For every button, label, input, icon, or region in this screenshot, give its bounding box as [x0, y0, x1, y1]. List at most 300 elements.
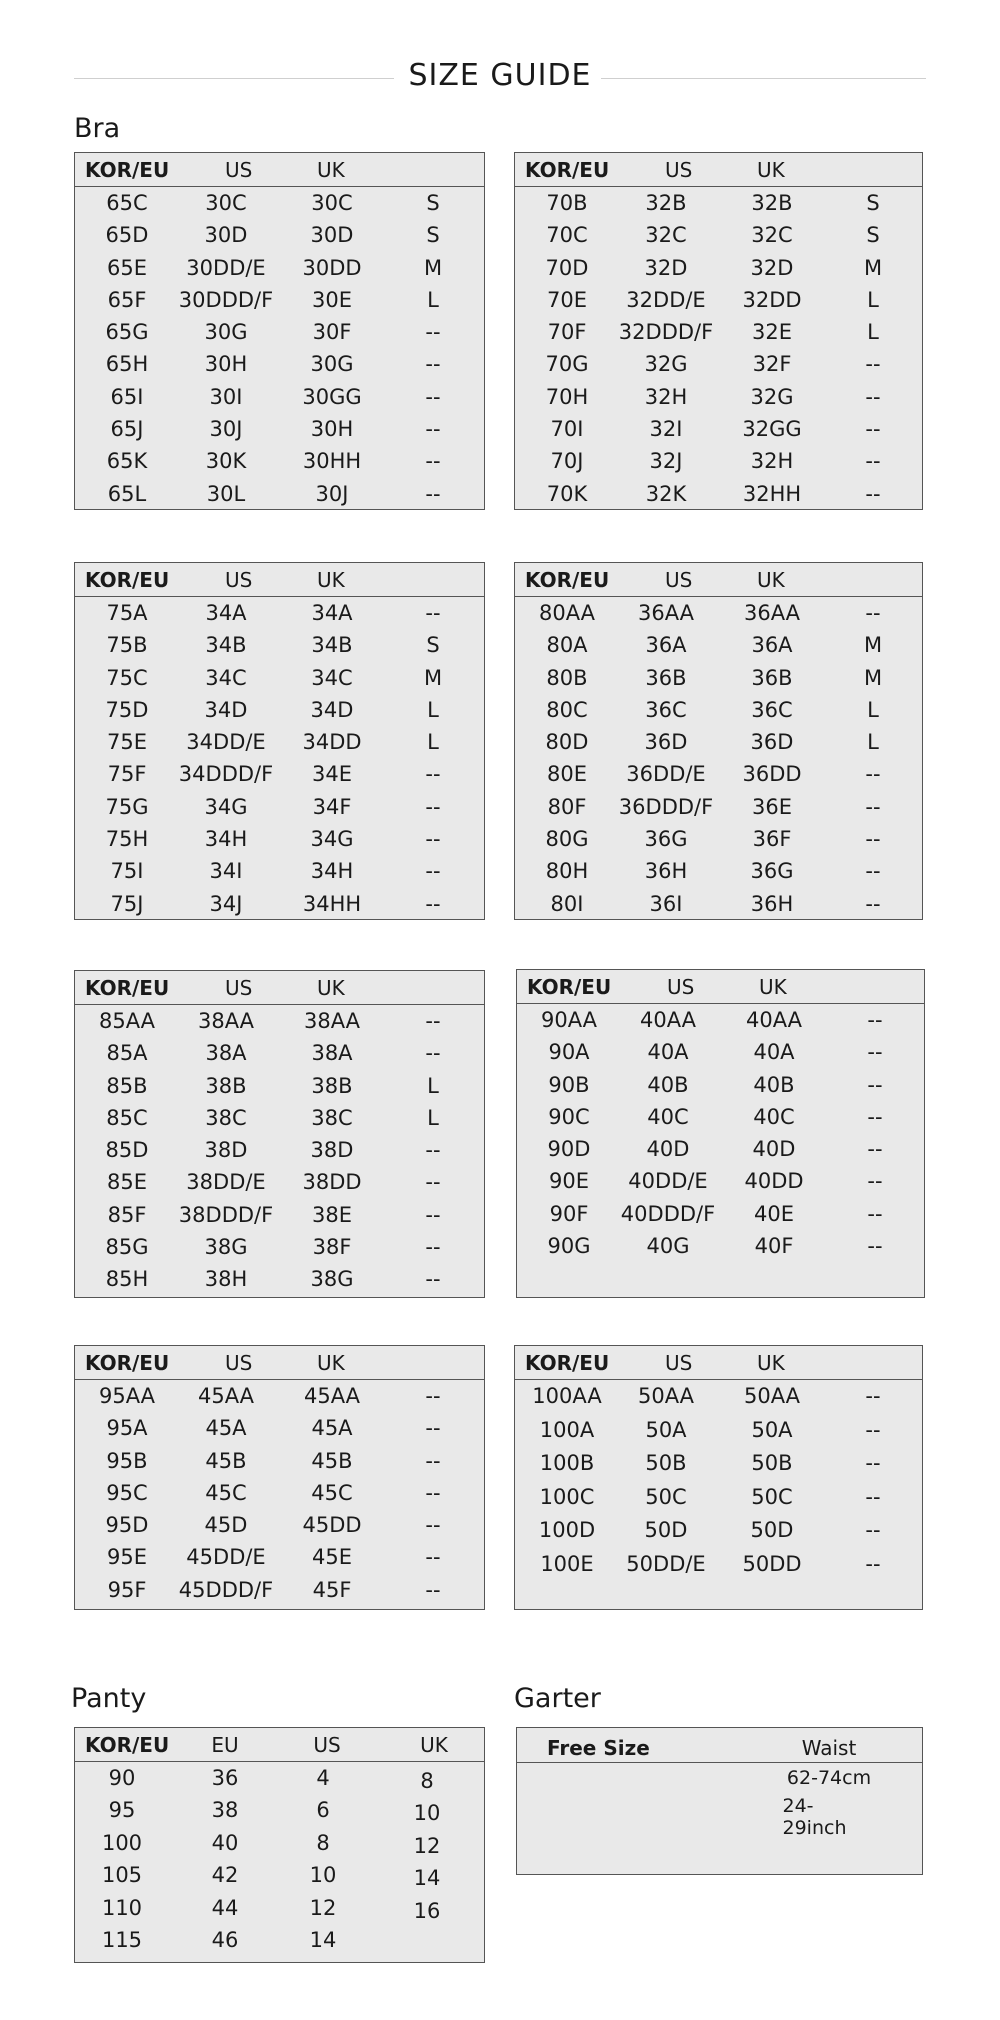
- cell-uk: 38B: [311, 1073, 353, 1098]
- cell-letter-size: --: [425, 1384, 441, 1408]
- cell-uk: 45A: [311, 1416, 353, 1441]
- cell-kor-eu: 75F: [107, 762, 147, 787]
- cell-letter-size: L: [867, 320, 879, 345]
- cell-eu: 46: [211, 1927, 239, 1952]
- cell-uk: 50C: [751, 1484, 793, 1509]
- cell-letter-size: --: [425, 827, 441, 852]
- bra-size-table: [516, 969, 925, 1298]
- header-uk: UK: [757, 1351, 785, 1375]
- cell-letter-size: L: [867, 287, 879, 312]
- table-row: [75, 478, 484, 510]
- bra-table-header: [517, 970, 924, 1004]
- cell-kor-eu: 90: [108, 1766, 136, 1790]
- cell-eu: 40: [211, 1830, 239, 1855]
- table-row: [75, 1380, 484, 1412]
- cell-us: 36DDD/F: [618, 794, 714, 819]
- table-row: [75, 1892, 484, 1924]
- header-us: US: [667, 975, 695, 999]
- header-kor-eu: KOR/EU: [85, 1351, 170, 1375]
- cell-uk: 34B: [311, 633, 353, 658]
- table-row: [75, 823, 484, 855]
- cell-us: 36H: [644, 859, 688, 884]
- cell-letter-size: --: [425, 449, 441, 474]
- cell-letter-size: --: [425, 762, 441, 787]
- table-row: [75, 219, 484, 251]
- cell-us: 34A: [205, 601, 247, 625]
- cell-letter-size: --: [425, 1480, 441, 1505]
- cell-kor-eu: 70G: [545, 352, 589, 377]
- cell-us: 32K: [645, 481, 687, 506]
- cell-kor-eu: 80G: [545, 827, 589, 852]
- table-row: [515, 413, 922, 445]
- cell-us: 50C: [645, 1484, 687, 1509]
- cell-kor-eu: 70H: [545, 384, 589, 409]
- cell-kor-eu: 95C: [106, 1480, 148, 1505]
- cell-letter-size: --: [425, 1513, 441, 1538]
- cell-kor-eu: 85A: [106, 1041, 148, 1066]
- cell-uk: 50D: [750, 1518, 794, 1542]
- cell-letter-size: --: [425, 1577, 441, 1602]
- cell-uk: 32H: [750, 449, 794, 474]
- cell-uk: 32C: [751, 223, 793, 248]
- cell-us: 38AA: [197, 1009, 255, 1033]
- cell-letter-size: --: [865, 417, 881, 442]
- cell-letter-size: L: [427, 697, 439, 722]
- cell-us: 32I: [649, 417, 683, 442]
- cell-letter-size: S: [426, 223, 440, 248]
- table-row: [517, 1036, 924, 1068]
- header-eu: EU: [211, 1733, 239, 1757]
- cell-uk: 45E: [312, 1545, 352, 1570]
- cell-kor-eu: 85D: [105, 1138, 149, 1163]
- cell-kor-eu: 80C: [546, 697, 588, 722]
- table-row: [515, 1514, 922, 1548]
- cell-us: 30D: [204, 223, 248, 248]
- cell-us: 45A: [205, 1416, 247, 1441]
- section-title-bra: Bra: [74, 113, 121, 144]
- table-row: [75, 1477, 484, 1509]
- cell-us: 40G: [646, 1234, 690, 1259]
- cell-uk: 10: [413, 1801, 441, 1826]
- table-row: [515, 252, 922, 284]
- cell-letter-size: --: [425, 1545, 441, 1570]
- table-row: [75, 888, 484, 920]
- cell-us: 36A: [645, 633, 687, 658]
- table-row: [515, 1414, 922, 1448]
- cell-kor-eu: 100B: [539, 1451, 595, 1475]
- cell-us: 36D: [644, 730, 688, 755]
- cell-uk: 32E: [752, 320, 792, 345]
- header-kor-eu: KOR/EU: [85, 158, 170, 182]
- table-row: [517, 1165, 924, 1197]
- cell-kor-eu: 100D: [538, 1518, 596, 1542]
- cell-us: 34DDD/F: [178, 762, 274, 787]
- cell-us: 38G: [204, 1235, 248, 1260]
- header-kor-eu: KOR/EU: [525, 158, 610, 182]
- cell-letter-size: S: [426, 191, 440, 215]
- cell-letter-size: --: [865, 891, 881, 916]
- cell-us: 45AA: [197, 1384, 255, 1408]
- cell-eu: 36: [211, 1766, 239, 1790]
- cell-us: 36DD/E: [626, 762, 706, 787]
- cell-kor-eu: 95F: [107, 1577, 147, 1602]
- cell-uk: 34D: [310, 697, 354, 722]
- cell-us: 38C: [205, 1105, 247, 1130]
- cell-us: 30H: [204, 352, 248, 377]
- cell-kor-eu: 95: [108, 1798, 136, 1823]
- cell-us: 32G: [644, 352, 688, 377]
- bra-size-table: [514, 562, 923, 920]
- cell-letter-size: --: [867, 1234, 883, 1259]
- table-row: [515, 284, 922, 316]
- cell-us: 30DDD/F: [178, 287, 274, 312]
- cell-uk: 50AA: [743, 1384, 801, 1408]
- cell-us: 36AA: [637, 601, 695, 625]
- garter-row: [517, 1793, 922, 1839]
- table-row: [75, 1509, 484, 1541]
- cell-uk: 45DD: [302, 1513, 362, 1538]
- cell-us: 30I: [209, 384, 243, 409]
- cell-kor-eu: 110: [101, 1895, 143, 1920]
- bra-size-table: [74, 1345, 485, 1610]
- cell-us: 50AA: [637, 1384, 695, 1408]
- bra-table-header: [75, 563, 484, 597]
- cell-uk: 32GG: [742, 417, 802, 442]
- cell-kor-eu: 105: [101, 1863, 143, 1888]
- table-row: [515, 445, 922, 477]
- table-row: [515, 662, 922, 694]
- table-row: [515, 348, 922, 380]
- garter-row: [517, 1763, 922, 1793]
- table-row: [75, 1263, 484, 1295]
- cell-kor-eu: 80AA: [538, 601, 596, 625]
- title-bar: [74, 58, 926, 98]
- cell-kor-eu: 90G: [547, 1234, 591, 1259]
- table-row: [515, 219, 922, 251]
- cell-uk: 14: [413, 1866, 441, 1891]
- cell-us: 36G: [644, 827, 688, 852]
- cell-uk: 32G: [750, 384, 794, 409]
- cell-uk: 32DD: [742, 287, 802, 312]
- cell-us: 45C: [205, 1480, 247, 1505]
- cell-letter-size: --: [425, 1267, 441, 1292]
- header-uk: UK: [317, 158, 345, 182]
- cell-us: 32H: [644, 384, 688, 409]
- header-us: US: [225, 158, 253, 182]
- table-row: [75, 1794, 484, 1826]
- cell-letter-size: --: [425, 794, 441, 819]
- cell-us: 45DD/E: [186, 1545, 266, 1570]
- cell-uk: 45F: [312, 1577, 352, 1602]
- cell-uk: 30DD: [302, 255, 362, 280]
- cell-kor-eu: 90A: [548, 1040, 590, 1065]
- garter-header: [517, 1728, 922, 1763]
- header-kor-eu: KOR/EU: [85, 976, 170, 1000]
- table-row: [75, 1005, 484, 1037]
- cell-kor-eu: 85G: [105, 1235, 149, 1260]
- cell-letter-size: M: [423, 665, 443, 690]
- cell-us: 32DD/E: [626, 287, 706, 312]
- cell-letter-size: --: [865, 449, 881, 474]
- cell-us: 50B: [645, 1451, 687, 1475]
- cell-uk: 45B: [311, 1448, 353, 1473]
- cell-letter-size: S: [426, 633, 440, 658]
- garter-table: [516, 1727, 923, 1875]
- header-kor-eu: KOR/EU: [525, 1351, 610, 1375]
- cell-us: 34D: [204, 697, 248, 722]
- cell-letter-size: --: [865, 1451, 881, 1475]
- cell-letter-size: --: [865, 1551, 881, 1576]
- bra-table-header: [75, 1346, 484, 1380]
- cell-uk: 40C: [753, 1104, 795, 1129]
- cell-eu: 42: [211, 1863, 239, 1888]
- cell-uk: 34DD: [302, 730, 362, 755]
- table-row: [515, 1380, 922, 1414]
- bra-size-table: [74, 562, 485, 920]
- cell-kor-eu: 90E: [549, 1169, 589, 1194]
- cell-kor-eu: 90F: [549, 1201, 589, 1226]
- cell-uk: 38C: [311, 1105, 353, 1130]
- cell-us: 38D: [204, 1138, 248, 1163]
- cell-us: 38DD/E: [186, 1170, 266, 1195]
- cell-kor-eu: 70I: [550, 417, 584, 442]
- cell-letter-size: --: [425, 384, 441, 409]
- table-row: [75, 1574, 484, 1606]
- cell-us: 30J: [209, 417, 243, 442]
- cell-kor-eu: 85B: [106, 1073, 148, 1098]
- cell-kor-eu: 95E: [107, 1545, 147, 1570]
- cell-us: 40C: [647, 1104, 689, 1129]
- cell-us: 36B: [645, 665, 687, 690]
- cell-letter-size: --: [425, 1416, 441, 1441]
- cell-uk: 12: [413, 1833, 441, 1858]
- cell-letter-size: --: [865, 1384, 881, 1408]
- bra-size-table: [514, 1345, 923, 1610]
- cell-kor-eu: 70J: [550, 449, 584, 474]
- cell-us: 34J: [209, 891, 243, 916]
- cell-letter-size: --: [425, 1138, 441, 1163]
- table-row: [75, 662, 484, 694]
- cell-uk: 34C: [311, 665, 353, 690]
- bra-table-header: [515, 1346, 922, 1380]
- cell-letter-size: --: [425, 1170, 441, 1195]
- table-row: [75, 1924, 484, 1956]
- table-row: [515, 823, 922, 855]
- cell-letter-size: L: [867, 730, 879, 755]
- header-us: US: [225, 1351, 253, 1375]
- cell-uk: 34H: [310, 859, 354, 884]
- cell-us: 38H: [204, 1267, 248, 1292]
- cell-uk: 36B: [751, 665, 793, 690]
- cell-us: 30C: [205, 191, 247, 215]
- cell-kor-eu: 65C: [106, 191, 148, 215]
- page-title: SIZE GUIDE: [408, 58, 592, 93]
- header-uk: UK: [757, 568, 785, 592]
- cell-us: 30K: [205, 449, 247, 474]
- cell-kor-eu: 75C: [106, 665, 148, 690]
- table-row: [75, 629, 484, 661]
- table-row: [515, 758, 922, 790]
- cell-uk: 30J: [315, 481, 349, 506]
- cell-letter-size: --: [425, 352, 441, 377]
- cell-uk: 38E: [312, 1202, 352, 1227]
- cell-uk: 40AA: [745, 1008, 803, 1032]
- table-row: [75, 694, 484, 726]
- garter-waist-inch: 24-29inch: [782, 1795, 847, 1839]
- header-us: US: [225, 568, 253, 592]
- cell-letter-size: --: [425, 891, 441, 916]
- cell-uk: 36AA: [743, 601, 801, 625]
- cell-us: 36C: [645, 697, 687, 722]
- cell-us: 32J: [649, 449, 683, 474]
- header-us: US: [665, 158, 693, 182]
- cell-uk: 38DD: [302, 1170, 362, 1195]
- cell-letter-size: --: [425, 1448, 441, 1473]
- cell-uk: 40B: [753, 1072, 795, 1097]
- cell-uk: 34E: [312, 762, 352, 787]
- cell-uk: 30C: [311, 191, 353, 215]
- cell-us: 40DDD/F: [620, 1201, 716, 1226]
- cell-letter-size: --: [867, 1201, 883, 1226]
- cell-letter-size: L: [867, 697, 879, 722]
- table-row: [75, 1859, 484, 1891]
- cell-uk: 50B: [751, 1451, 793, 1475]
- cell-uk: 32D: [750, 255, 794, 280]
- cell-uk: 30D: [310, 223, 354, 248]
- cell-letter-size: S: [866, 223, 880, 248]
- cell-us: 40A: [647, 1040, 689, 1065]
- cell-letter-size: --: [425, 859, 441, 884]
- table-row: [515, 791, 922, 823]
- cell-kor-eu: 65K: [106, 449, 148, 474]
- table-row: [515, 478, 922, 510]
- table-row: [75, 1445, 484, 1477]
- cell-kor-eu: 100A: [539, 1417, 595, 1442]
- cell-us: 50A: [645, 1417, 687, 1442]
- cell-us: 38A: [205, 1041, 247, 1066]
- table-row: [75, 791, 484, 823]
- cell-us: 34G: [204, 794, 248, 819]
- cell-uk: 30E: [312, 287, 352, 312]
- cell-uk: 16: [413, 1898, 441, 1923]
- table-row: [75, 316, 484, 348]
- cell-us: 34I: [209, 859, 243, 884]
- cell-kor-eu: 85C: [106, 1105, 148, 1130]
- cell-kor-eu: 65G: [105, 320, 149, 345]
- bra-table-header: [75, 153, 484, 187]
- cell-us: 34H: [204, 827, 248, 852]
- header-uk: UK: [317, 976, 345, 1000]
- table-row: [517, 1198, 924, 1230]
- table-row: [75, 855, 484, 887]
- cell-us: 32D: [644, 255, 688, 280]
- cell-us: 14: [309, 1927, 337, 1952]
- garter-header-waist: Waist: [801, 1736, 857, 1760]
- bra-table-header: [515, 153, 922, 187]
- table-row: [75, 597, 484, 629]
- cell-kor-eu: 80I: [550, 891, 584, 916]
- header-kor-eu: KOR/EU: [85, 568, 170, 592]
- header-uk: UK: [420, 1733, 448, 1757]
- table-row: [75, 1412, 484, 1444]
- header-kor-eu: KOR/EU: [85, 1733, 170, 1757]
- cell-letter-size: --: [425, 1235, 441, 1260]
- table-row: [517, 1069, 924, 1101]
- cell-letter-size: --: [425, 417, 441, 442]
- cell-kor-eu: 75B: [106, 633, 148, 658]
- table-row: [75, 1166, 484, 1198]
- cell-us: 40D: [646, 1137, 690, 1162]
- cell-letter-size: --: [425, 1202, 441, 1227]
- cell-uk: 34F: [312, 794, 352, 819]
- panty-table-header: [75, 1728, 484, 1762]
- cell-kor-eu: 65H: [105, 352, 149, 377]
- cell-uk: 32F: [752, 352, 792, 377]
- cell-letter-size: L: [427, 1105, 439, 1130]
- cell-letter-size: --: [865, 762, 881, 787]
- header-uk: UK: [317, 568, 345, 592]
- cell-letter-size: S: [866, 191, 880, 215]
- cell-kor-eu: 90B: [548, 1072, 590, 1097]
- cell-letter-size: L: [427, 287, 439, 312]
- header-us: US: [225, 976, 253, 1000]
- cell-letter-size: --: [867, 1072, 883, 1097]
- cell-letter-size: --: [865, 827, 881, 852]
- cell-us: 32DDD/F: [618, 320, 714, 345]
- header-kor-eu: KOR/EU: [527, 975, 612, 999]
- cell-kor-eu: 80B: [546, 665, 588, 690]
- cell-kor-eu: 75A: [106, 601, 148, 625]
- table-row: [75, 187, 484, 219]
- cell-kor-eu: 85AA: [98, 1009, 156, 1033]
- cell-letter-size: --: [867, 1104, 883, 1129]
- cell-kor-eu: 85H: [105, 1267, 149, 1292]
- cell-kor-eu: 65I: [110, 384, 144, 409]
- cell-uk: 34HH: [302, 891, 362, 916]
- table-row: [515, 1481, 922, 1515]
- cell-us: 34DD/E: [186, 730, 266, 755]
- cell-us: 12: [309, 1895, 337, 1920]
- table-row: [75, 1541, 484, 1573]
- cell-letter-size: --: [865, 794, 881, 819]
- table-row: [75, 1231, 484, 1263]
- cell-us: 38DDD/F: [178, 1202, 274, 1227]
- cell-kor-eu: 70B: [546, 191, 588, 215]
- cell-uk: 40F: [754, 1234, 794, 1259]
- cell-kor-eu: 90C: [548, 1104, 590, 1129]
- cell-uk: 36H: [750, 891, 794, 916]
- cell-kor-eu: 95D: [105, 1513, 149, 1538]
- cell-uk: 36F: [752, 827, 792, 852]
- cell-kor-eu: 70F: [547, 320, 587, 345]
- cell-uk: 36C: [751, 697, 793, 722]
- cell-us: 32B: [645, 191, 687, 215]
- bra-size-table: [74, 152, 485, 510]
- cell-kor-eu: 100E: [540, 1551, 594, 1576]
- table-row: [515, 1548, 922, 1582]
- cell-letter-size: L: [427, 1073, 439, 1098]
- table-row: [515, 187, 922, 219]
- table-row: [75, 381, 484, 413]
- cell-letter-size: --: [865, 1518, 881, 1542]
- cell-us: 50DD/E: [626, 1551, 706, 1576]
- cell-uk: 40E: [754, 1201, 794, 1226]
- table-row: [75, 1199, 484, 1231]
- table-row: [515, 1447, 922, 1481]
- cell-kor-eu: 75H: [105, 827, 149, 852]
- table-row: [75, 413, 484, 445]
- cell-uk: 45C: [311, 1480, 353, 1505]
